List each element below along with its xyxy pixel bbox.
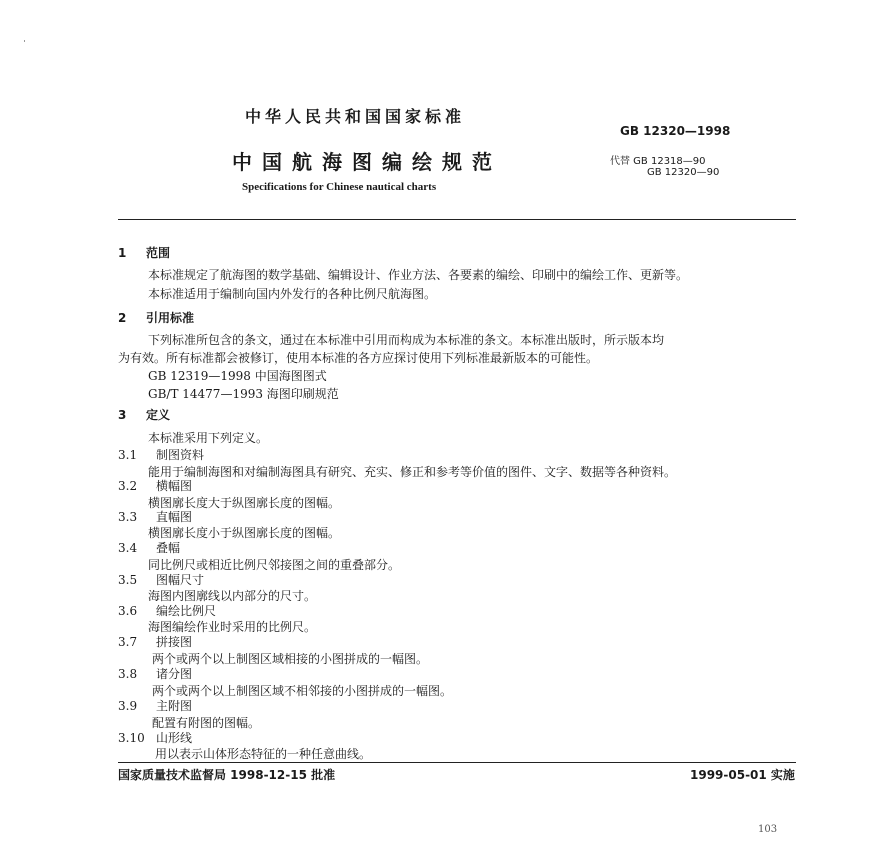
issuing-standard-header: 中华人民共和国国家标准	[245, 107, 466, 126]
term-number: 3.1	[118, 448, 138, 462]
header-rule	[118, 219, 796, 220]
section-title: 引用标准	[146, 311, 195, 325]
section-number: 2	[118, 311, 127, 325]
replaces-note	[610, 156, 719, 178]
term-heading	[118, 539, 180, 556]
term-definition: 能用于编制海图和对编制海图具有研究、充实、修正和参考等价值的图件、文字、数据等各种资料。	[148, 465, 677, 479]
term-definition: 配置有附图的图幅。	[152, 716, 261, 730]
term-name: 横幅图	[156, 479, 193, 493]
term-number: 3.5	[118, 573, 138, 587]
page-number: 103	[758, 824, 778, 835]
term-definition: 两个或两个以上制图区域不相邻接的小图拼成的一幅图。	[152, 684, 453, 698]
scan-speck	[24, 40, 25, 42]
term-heading	[118, 508, 192, 525]
term-number: 3.4	[118, 541, 138, 555]
term-number: 3.2	[118, 479, 138, 493]
section-3-intro: 本标准采用下列定义。	[148, 431, 269, 445]
term-heading	[118, 446, 204, 463]
reference-item-2: GB/T 14477—1993 海图印刷规范	[148, 387, 339, 401]
term-name: 拼接图	[156, 635, 193, 649]
term-definition: 海图内图廓线以内部分的尺寸。	[148, 589, 317, 603]
term-definition: 同比例尺或相近比例尺邻接图之间的重叠部分。	[148, 558, 401, 572]
approval-statement: 国家质量技术监督局 1998-12-15 批准	[118, 768, 336, 782]
section-2-paragraph-line-1: 下列标准所包含的条文，通过在本标准中引用而构成为本标准的条文。本标准出版时，所示版本均	[148, 333, 665, 347]
term-number: 3.10	[118, 731, 145, 745]
standard-number: GB 12320—1998	[620, 124, 731, 138]
term-heading	[118, 665, 192, 682]
footer-rule	[118, 762, 796, 763]
document-title-en: Specifications for Chinese nautical charts	[242, 181, 437, 193]
term-name: 山形线	[156, 731, 193, 745]
term-name: 直幅图	[156, 510, 193, 524]
term-definition: 海图编绘作业时采用的比例尺。	[148, 620, 317, 634]
term-name: 诸分图	[156, 667, 193, 681]
term-name: 图幅尺寸	[156, 573, 205, 587]
term-name: 主附图	[156, 699, 193, 713]
replaces-line-2: GB 12320—90	[647, 167, 720, 178]
term-name: 叠幅	[156, 541, 181, 555]
section-number: 1	[118, 246, 127, 260]
term-heading	[118, 571, 204, 588]
term-heading	[118, 729, 192, 746]
term-name: 编绘比例尺	[156, 604, 217, 618]
section-title: 范围	[146, 246, 171, 260]
term-number: 3.9	[118, 699, 138, 713]
section-1-paragraph-2: 本标准适用于编制向国内外发行的各种比例尺航海图。	[148, 287, 437, 301]
document-title-cn: 中国航海图编绘规范	[232, 150, 502, 174]
section-2-paragraph-line-2: 为有效。所有标准都会被修订，使用本标准的各方应探讨使用下列标准最新版本的可能性。	[118, 351, 599, 365]
term-number: 3.7	[118, 635, 138, 649]
term-definition: 横图廓长度小于纵图廓长度的图幅。	[148, 526, 341, 540]
section-number: 3	[118, 408, 127, 422]
replaces-line-1: 代替 GB 12318—90	[610, 156, 706, 167]
reference-item-1: GB 12319—1998 中国海图图式	[148, 369, 327, 383]
term-heading	[118, 477, 192, 494]
term-name: 制图资料	[156, 448, 205, 462]
term-number: 3.6	[118, 604, 138, 618]
term-heading	[118, 633, 192, 650]
term-number: 3.8	[118, 667, 138, 681]
section-2-heading	[118, 309, 194, 326]
implementation-date: 1999-05-01 实施	[690, 768, 795, 782]
section-3-heading	[118, 406, 170, 423]
term-definition: 横图廓长度大于纵图廓长度的图幅。	[148, 496, 341, 510]
term-heading	[118, 697, 192, 714]
section-title: 定义	[146, 408, 171, 422]
section-1-paragraph-1: 本标准规定了航海图的数学基础、编辑设计、作业方法、各要素的编绘、印刷中的编绘工作、更新等。	[148, 268, 689, 282]
term-definition: 两个或两个以上制图区域相接的小图拼成的一幅图。	[152, 652, 429, 666]
term-heading	[118, 602, 216, 619]
term-definition: 用以表示山体形态特征的一种任意曲线。	[155, 747, 372, 761]
section-1-heading	[118, 244, 170, 261]
term-number: 3.3	[118, 510, 138, 524]
